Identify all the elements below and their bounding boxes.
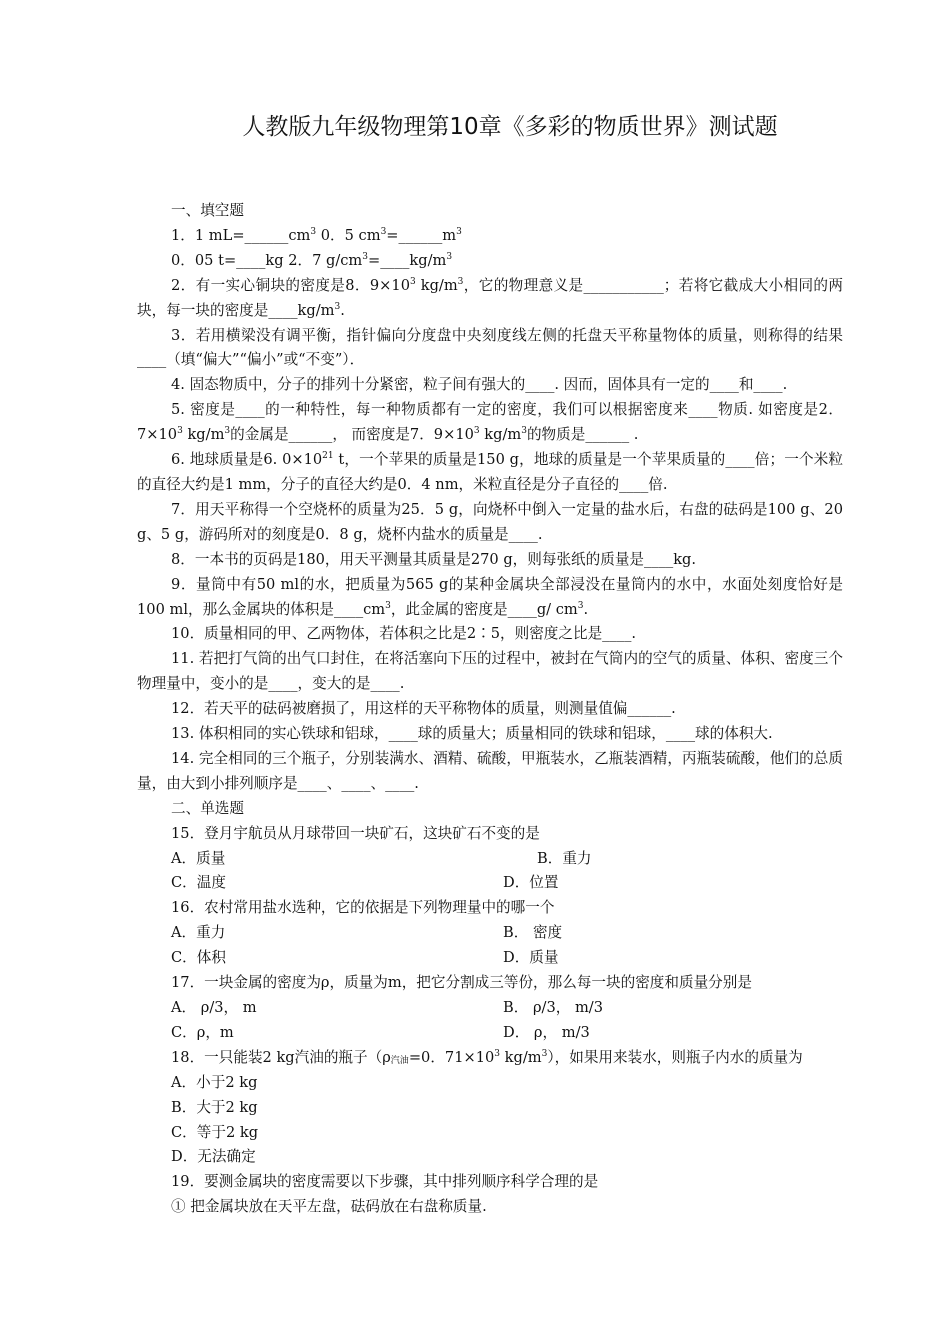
superscript: 3	[577, 600, 584, 611]
q1-text-c: =______m	[386, 226, 457, 244]
superscript: 3	[362, 251, 368, 262]
question-1	[137, 224, 843, 249]
section-heading-fill: 一、填空题	[171, 202, 244, 219]
superscript: 3	[473, 426, 480, 437]
option-b: B． 密度	[503, 924, 563, 942]
q6-text-b: t，一个苹果的质量是150 g，地球的质量是一个苹果质量的____倍；一个米粒的直径大约是1 mm，分子的直径大约是0．4 nm，米粒直径是分子直径的____倍.	[137, 451, 844, 493]
q18-text-c: kg/m	[500, 1048, 542, 1066]
q1-text-a: 1．1 mL=______cm	[171, 226, 311, 244]
question-10: 10．质量相同的甲、乙两物体，若体积之比是2∶5，则密度之比是____.	[171, 625, 637, 643]
option-c: C．体积	[171, 949, 226, 967]
question-9	[137, 573, 843, 623]
q6-text-a: 6. 地球质量是6. 0×10	[171, 451, 323, 469]
question-4: 4. 固态物质中，分子的排列十分紧密，粒子间有强大的____. 因而，固体具有一定的____和____.	[171, 376, 788, 394]
superscript: 3	[541, 1048, 548, 1059]
question-7: 7．用天平称得一个空烧杯的质量为25．5 g，向烧杯中倒入一定量的盐水后，右盘的砝码是100 g、20 g、5 g，游码所对的刻度是0．8 g，烧杯内盐水的质量是____.	[137, 500, 843, 543]
superscript: 3	[334, 301, 341, 312]
question-12: 12．若天平的砝码被磨损了，用这样的天平称物体的质量，则测量值偏______.	[171, 700, 676, 718]
q2-text-a: 2．有一实心铜块的密度是8．9×10	[171, 276, 410, 294]
q9-text-a: 9．量筒中有50 ml的水，把质量为565 g的某种金属块全部浸没在量筒内的水中，水面处刻度恰好是100 ml，那么金属块的体积是____cm	[137, 575, 843, 618]
question-19: 19．要测金属块的密度需要以下步骤，其中排列顺序科学合理的是	[171, 1173, 599, 1191]
options-row	[137, 921, 843, 946]
superscript: 3	[409, 276, 416, 287]
question-15: 15．登月宇航员从月球带回一块矿石，这块矿石不变的是	[171, 824, 540, 842]
options-row	[137, 996, 843, 1021]
q2-text-b: kg/m	[415, 276, 458, 294]
section-heading-single: 二、单选题	[171, 799, 244, 817]
option-d: D．质量	[503, 949, 559, 967]
option-a: A． ρ/3， m	[171, 999, 257, 1016]
question-3: 3．若用横梁没有调平衡，指针偏向分度盘中央刻度线左侧的托盘天平称量物体的质量，则称得的结果____（填“偏大”“偏小”或“不变”）．	[137, 326, 843, 369]
subscript: 汽油	[390, 1055, 409, 1066]
superscript: 3	[177, 426, 183, 437]
q2-text-c: ，它的物理意义是___________；若将它截成大小相同的两块，每一块的密度是____kg/m	[137, 276, 843, 319]
option-d: D．位置	[503, 874, 559, 892]
q5-text-a: 5. 密度是____的一种特性，每一种物质都有一定的密度，我们可以根据密度来____物质. 如密度是2．7×10	[137, 401, 843, 444]
option-b: B． ρ/3， m/3	[503, 999, 604, 1016]
q18-text-a: 18．一只能装2 kg汽油的瓶子（ρ	[171, 1048, 391, 1066]
q5-text-b: kg/m	[182, 426, 225, 444]
question-13: 13. 体积相同的实心铁球和铝球，____球的质量大；质量相同的铁球和铝球，____球的体积大.	[171, 725, 773, 743]
q18-text-b: =0．71×10	[408, 1048, 495, 1066]
options-row	[137, 871, 843, 896]
document-title: 人教版九年级物理第10章《多彩的物质世界》测试题	[242, 114, 778, 140]
question-18	[137, 1046, 843, 1071]
superscript: 3	[456, 226, 462, 237]
q1-text-e: =____kg/m	[368, 251, 447, 269]
question-2	[137, 274, 843, 324]
q5-text-c: 的金属是______， 而密度是7．9×10	[230, 426, 474, 444]
superscript: 3	[521, 426, 527, 437]
superscript: 3	[494, 1048, 501, 1059]
option-d: D． ρ， m/3	[503, 1023, 590, 1041]
q1-text-b: 0．5 cm	[316, 226, 381, 244]
document-body	[137, 199, 843, 1220]
superscript: 3	[385, 600, 391, 611]
option-a: A．质量	[171, 849, 226, 867]
option-c: C．温度	[171, 874, 226, 892]
question-19-step-1: ① 把金属块放在天平左盘，砝码放在右盘称质量.	[171, 1198, 487, 1216]
q18-text-d: ），如果用来装水，则瓶子内水的质量为	[547, 1048, 803, 1066]
options-row	[137, 847, 843, 872]
option-a: A．小于2 kg	[171, 1073, 258, 1091]
question-6	[137, 448, 843, 498]
question-17: 17．一块金属的密度为ρ，质量为m，把它分割成三等份，那么每一块的密度和质量分别是	[171, 974, 752, 992]
options-row	[137, 946, 843, 971]
option-d: D．无法确定	[171, 1148, 256, 1166]
option-b: B．大于2 kg	[171, 1098, 258, 1116]
q9-text-c: .	[583, 600, 589, 618]
q2-text-d: .	[340, 301, 345, 319]
option-c: C．ρ，m	[171, 1023, 234, 1041]
question-11: 11. 若把打气筒的出气口封住，在将活塞向下压的过程中，被封在气筒内的空气的质量、体积、密度三个物理量中，变小的是____，变大的是____.	[137, 650, 843, 693]
superscript: 3	[310, 226, 317, 237]
q5-text-d: kg/m	[479, 426, 522, 444]
question-14: 14. 完全相同的三个瓶子，分别装满水、酒精、硫酸，甲瓶装水，乙瓶装酒精，丙瓶装硫酸，他们的总质量，由大到小排列顺序是____、____、____.	[137, 749, 843, 792]
options-row	[137, 1021, 843, 1046]
superscript: 3	[446, 251, 453, 262]
question-16: 16．农村常用盐水选种，它的依据是下列物理量中的哪一个	[171, 899, 555, 917]
question-1-cont	[137, 249, 843, 274]
superscript: 3	[457, 276, 464, 287]
q5-text-e: 的物质是______ .	[526, 426, 639, 444]
superscript: 21	[322, 451, 334, 462]
option-a: A．重力	[171, 924, 226, 942]
q1-text-d: 0．05 t=____kg 2．7 g/cm	[171, 251, 363, 269]
question-5	[137, 398, 843, 448]
q9-text-b: ，此金属的密度是____g/ cm	[390, 600, 578, 618]
option-b: B．重力	[537, 849, 592, 867]
superscript: 3	[224, 426, 231, 437]
question-8: 8．一本书的页码是180，用天平测量其质量是270 g，则每张纸的质量是____kg.	[171, 550, 697, 568]
superscript: 3	[380, 226, 387, 237]
option-c: C．等于2 kg	[171, 1123, 259, 1141]
